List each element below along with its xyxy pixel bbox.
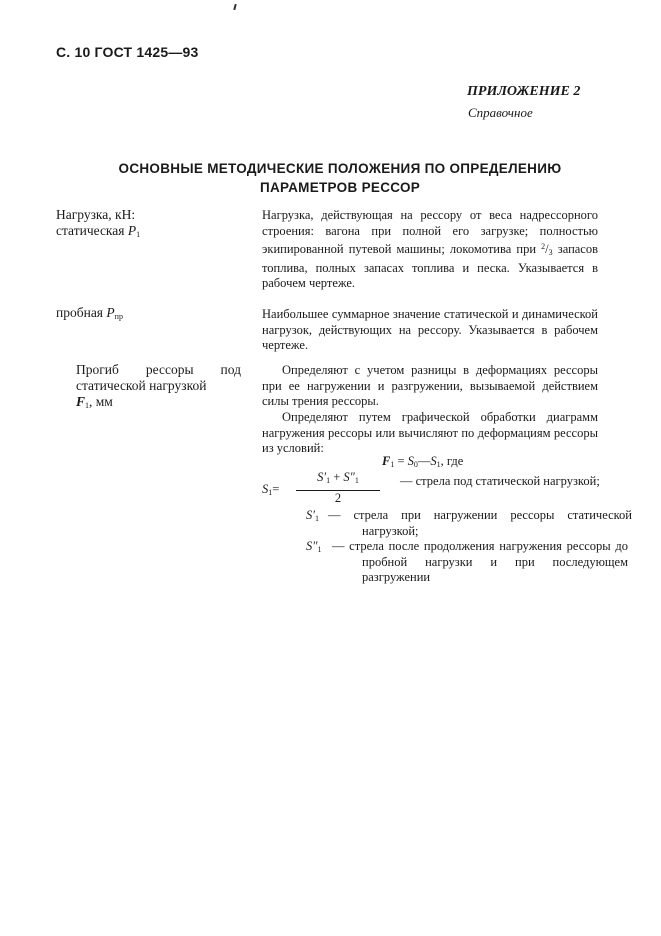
load-label: Нагрузка, кН: xyxy=(56,207,136,222)
static-load-desc-main: Нагрузка, действующая на рессору от веса надрессорного строения: вагона при полной его загрузке; полностью экипированной путевой машины; локомотива при xyxy=(262,208,598,256)
deflection-name: Прогиб рессоры под статической нагрузкой xyxy=(76,362,241,393)
formula2-eq: = xyxy=(272,482,280,496)
static-load-desc-end: запасов топлива, полных запасах топлива и песка. Указывается в рабочем чертеже. xyxy=(262,242,599,290)
frac-plus: + xyxy=(330,470,344,484)
static-load-symbol-sub: 1 xyxy=(136,230,141,239)
deflection-description-2: Определяют путем графической обработки диаграмм нагружения рессоры или вычисляют по деформациям рессоры из условий: xyxy=(262,410,598,455)
formula-minus: — xyxy=(417,454,431,468)
formula-s1: S xyxy=(430,454,437,468)
frac-sa: S′ xyxy=(317,470,327,484)
static-load-symbol: P xyxy=(127,223,137,238)
def-s1-double-prime-description: — стрела после продолжения нагружения рессоры до пробной нагрузки и при последующем разгружении xyxy=(332,539,628,584)
formula-s1-description: — стрела под статической нагрузкой; xyxy=(400,474,600,488)
document-title-line-1: ОСНОВНЫЕ МЕТОДИЧЕСКИЕ ПОЛОЖЕНИЯ ПО ОПРЕДЕЛЕНИЮ xyxy=(118,161,562,176)
deflection-symbol: F xyxy=(76,394,86,409)
deflection-description-1: Определяют с учетом разницы в деформациях рессоры при ее нагружении и разгружении, вызываемой действием силы трения рессоры. xyxy=(262,363,598,408)
static-load-frac-num: 2 xyxy=(541,242,546,251)
page-header: С. 10 ГОСТ 1425—93 xyxy=(56,44,199,60)
formula2-s1-sub: 1 xyxy=(268,488,273,497)
test-load-label xyxy=(56,305,123,325)
test-load-description: Наибольшее суммарное значение статической и динамической нагрузок, действующих на рессору. Указывается в рабочем чертеже. xyxy=(262,307,598,352)
formula-eq: = xyxy=(394,454,408,468)
appendix-type: Справочное xyxy=(468,105,533,120)
deflection-symbol-sub: 1 xyxy=(85,401,90,410)
scan-mark xyxy=(233,4,236,10)
static-load-frac-den: 3 xyxy=(548,248,553,257)
fraction-numerator xyxy=(296,470,380,491)
formula-s0-sub: 0 xyxy=(413,460,418,469)
formula-f1-sub: 1 xyxy=(390,460,395,469)
frac-sb-sub: 1 xyxy=(354,476,359,485)
formula-s0: S xyxy=(407,454,414,468)
def1-symbol-sub: 1 xyxy=(314,514,319,523)
static-load-name: статическая xyxy=(56,223,125,238)
formula2-s1: S xyxy=(262,482,269,496)
deflection-label xyxy=(76,362,241,414)
formula-s1-sub: 1 xyxy=(436,460,441,469)
frac-sa-sub: 1 xyxy=(326,476,331,485)
static-load-description: Нагрузка, действующая на рессору от веса надрессорного строения: вагона при полной его загрузке; полностью экипированной путевой машины; локомотива при $^2/_3$ запасов топлива, полных запасах топлива и песка. Указывается в рабочем чертеже. xyxy=(262,208,599,290)
def-s1-prime-description: — стрела при нагружении рессоры статической нагрузкой; xyxy=(328,508,632,538)
document-title-line-2: ПАРАМЕТРОВ РЕССОР xyxy=(259,180,421,195)
static-load-label xyxy=(56,223,140,243)
formula-deflection xyxy=(382,454,463,473)
def2-symbol-sub: 1 xyxy=(317,545,322,554)
appendix-label: ПРИЛОЖЕНИЕ 2 xyxy=(467,84,581,99)
def-s1-prime-symbol xyxy=(306,508,319,527)
test-load-symbol-sub: пр xyxy=(114,312,123,321)
formula-s1-lhs xyxy=(262,482,279,501)
formula-where: , где xyxy=(440,454,464,468)
fraction-denominator: 2 xyxy=(334,490,342,505)
frac-sb: S″ xyxy=(343,470,355,484)
formula-f1: F xyxy=(382,454,391,468)
test-load-name: пробная xyxy=(56,305,104,320)
def-s1-double-prime-symbol xyxy=(306,539,321,558)
deflection-unit: , мм xyxy=(89,394,113,409)
def1-symbol: S′ xyxy=(306,508,315,522)
def2-symbol: S″ xyxy=(306,539,318,553)
formula-fraction xyxy=(296,470,380,506)
test-load-symbol: P xyxy=(106,305,115,320)
